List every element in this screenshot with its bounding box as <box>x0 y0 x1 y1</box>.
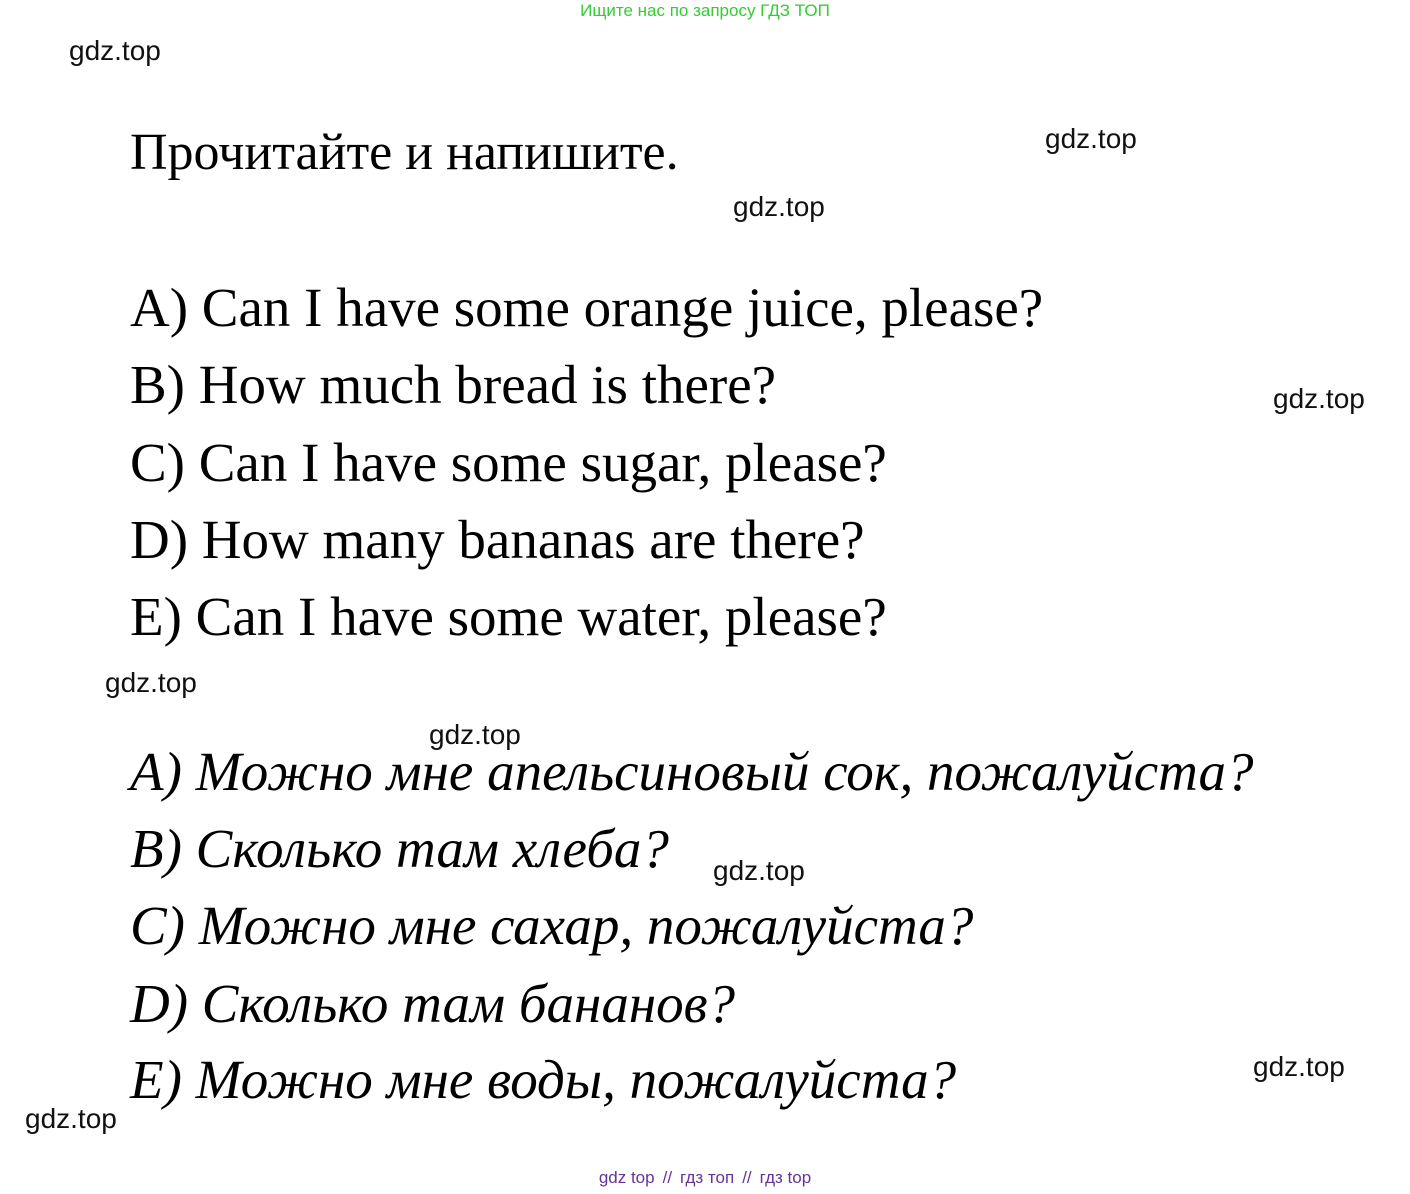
footer-separator: // <box>662 1168 673 1187</box>
footer-link-gdz-top[interactable]: gdz top <box>598 1168 655 1187</box>
question-d: D) How many bananas are there? <box>130 509 865 570</box>
question-e: E) Can I have some water, please? <box>130 586 887 647</box>
watermark: gdz.top <box>429 719 521 750</box>
watermark: gdz.top <box>105 667 197 698</box>
footer-link-gdz-top-ru[interactable]: гдз топ <box>680 1168 735 1187</box>
search-banner: Ищите нас по запросу ГДЗ ТОП <box>580 1 830 20</box>
watermark: gdz.top <box>1045 123 1137 154</box>
watermark: gdz.top <box>69 35 161 66</box>
question-a: A) Can I have some orange juice, please? <box>130 277 1044 338</box>
watermark: gdz.top <box>1253 1051 1345 1082</box>
translation-b: B) Сколько там хлеба? <box>130 818 669 879</box>
translation-d: D) Сколько там бананов? <box>130 973 735 1034</box>
watermark: gdz.top <box>713 855 805 886</box>
exercise-title: Прочитайте и напишите. <box>130 124 679 181</box>
footer-separator: // <box>742 1168 752 1187</box>
question-c: C) Can I have some sugar, please? <box>130 432 887 493</box>
translation-e: E) Можно мне воды, пожалуйста? <box>130 1049 957 1110</box>
footer-link-gdz-top-mixed[interactable]: гдз top <box>759 1168 812 1187</box>
question-b: B) How much bread is there? <box>130 354 777 415</box>
watermark: gdz.top <box>1273 383 1365 414</box>
watermark: gdz.top <box>733 191 825 222</box>
translation-c: C) Можно мне сахар, пожалуйста? <box>130 895 974 956</box>
translation-a: A) Можно мне апельсиновый сок, пожалуйста? <box>130 741 1254 802</box>
footer-links <box>0 1168 1410 1188</box>
watermark: gdz.top <box>25 1103 117 1134</box>
